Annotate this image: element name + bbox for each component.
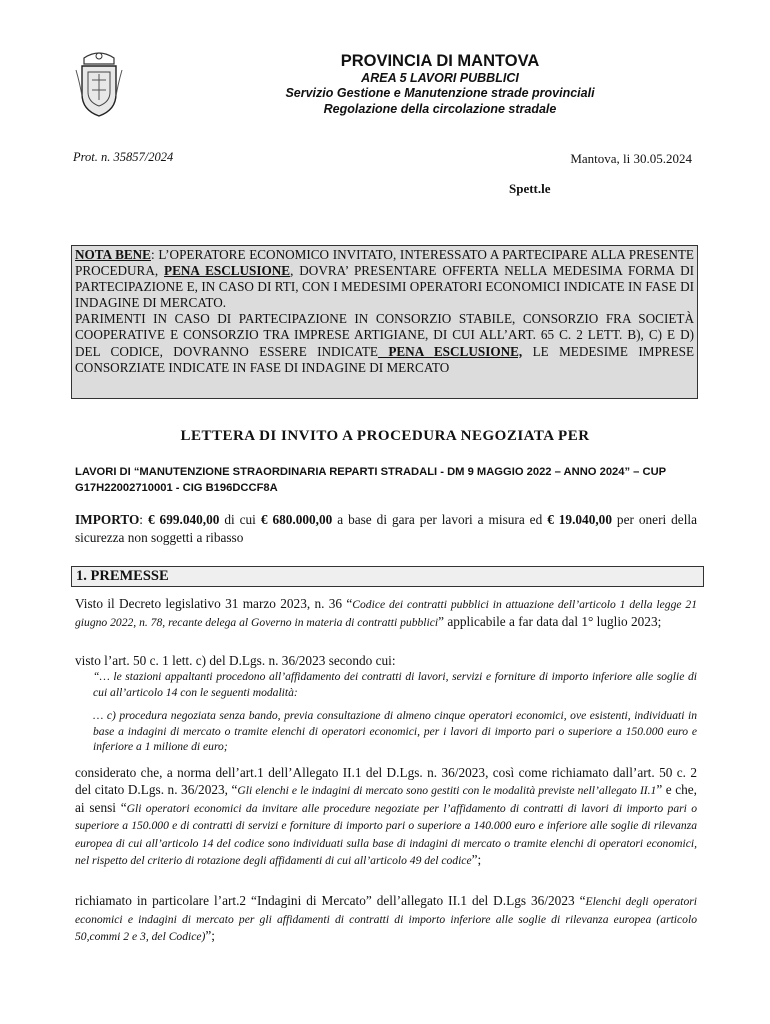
quote-1: “… le stazioni appaltanti procedono all’affidamento dei contratti di lavori, servizi e forniture di importo inferiore alle soglie di cui all’articolo 14 con le seguenti modalità: (93, 670, 697, 699)
pena-esclusione: PENA ESCLUSIONE (164, 263, 291, 279)
paragraph-visto-art50: visto l’art. 50 c. 1 lett. c) del D.Lgs. n. 36/2023 secondo cui: (75, 653, 396, 668)
importo-text: : (139, 512, 148, 527)
header-service: Servizio Gestione e Manutenzione strade provinciali (285, 86, 595, 100)
importo-text: per oneri della sicurezza non soggetti a ribasso (75, 512, 697, 545)
importo-text: di cui (219, 512, 261, 527)
document-date: Mantova, li 30.05.2024 (570, 151, 692, 166)
importo-base: € 680.000,00 (260, 512, 333, 527)
nota-text: PARIMENTI IN CASO DI PARTECIPAZIONE IN CONSORZIO STABILE, CONSORZIO FRA SOCIETÀ COOPERATIVE E CONSORZIO TRA IMPRESE ARTIGIANE, DI CUI ALL’ART. 65 C. 2 LETT. B), C) E D) DEL CODICE, DOVRANNO ESSERE INDICATE (75, 311, 694, 359)
nota-paragraph-2 (75, 311, 694, 375)
importo-label: IMPORTO (75, 512, 140, 527)
paragraph-considerato (75, 764, 697, 869)
nota-text: : L’OPERATORE ECONOMICO INVITATO, INTERESSATO A PARTECIPARE ALLA PRESENTE PROCEDURA, (75, 247, 694, 279)
nota-text: , DOVRA’ PRESENTARE OFFERTA NELLA MEDESIMA FORMA DI PARTECIPAZIONE E, IN CASO DI RTI, CON I MEDESIMI OPERATORI ECONOMICI INDICATE IN FASE DI INDAGINE DI MERCATO. (75, 263, 695, 311)
para-text: ” e che, ai sensi “ (75, 782, 697, 815)
province-crest-logo (74, 50, 124, 118)
para-text: ” applicabile a far data dal 1° luglio 2023; (438, 613, 662, 629)
letter-title: LETTERA DI INVITO A PROCEDURA NEGOZIATA PER (180, 428, 590, 444)
paragraph-richiamato (75, 892, 697, 945)
header-area: AREA 5 LAVORI PUBBLICI (361, 71, 519, 85)
nota-bene-box (71, 245, 698, 399)
para-text: richiamato in particolare l’art.2 “Indagini di Mercato” dell’allegato II.1 del D.Lgs 36/2023 “ (75, 893, 586, 908)
nota-label: NOTA BENE (75, 247, 151, 262)
para-italic: Codice dei contratti pubblici in attuazione dell’articolo 1 della legge 21 giugno 2022, n. 78, recante delega al Governo in materia di contratti pubblici (75, 598, 697, 629)
nota-text: LE MEDESIME IMPRESE CONSORZIATE INDICATE IN FASE DI INDAGINE DI MERCATO (75, 343, 695, 375)
para-italic: Gli elenchi e le indagini di mercato sono gestiti con le modalità previste nell’allegato II.1 (237, 784, 657, 797)
recipient-salutation: Spett.le (509, 181, 551, 196)
importo-total: € 699.040,00 (147, 512, 220, 527)
importo-safety: € 19.040,00 (547, 512, 612, 527)
quote-2: … c) procedura negoziata senza bando, previa consultazione di almeno cinque operatori economici, ove esistenti, individuati in base a indagini di mercato o tramite elenchi di operatori economici, per i lavori di importo pari o superiore a 150.000 euro e inferiore a 1 milione di euro; (93, 709, 697, 754)
pena-esclusione: PENA ESCLUSIONE, (377, 343, 523, 359)
para-text: ”; (205, 928, 216, 944)
importo-paragraph (75, 511, 697, 546)
header-title: PROVINCIA DI MANTOVA (340, 52, 540, 70)
header-regulation: Regolazione della circolazione stradale (323, 102, 557, 116)
para-italic: Gli operatori economici da invitare alle procedure negoziate per l’affidamento di contratti di lavori di importo pari o superiore a 150.000 e di contratti di servizi e forniture di importo pari o superiore a 140.000 euro e inferiore alle soglie di rilevanza europea di cui all’articolo 14 del codice sono individuati sulla base di indagini di mercato o tramite elenchi di operatori economici, nel rispetto del criterio di rotazione degli affidamenti di cui all’articolo 49 del codice (75, 801, 697, 868)
works-title: LAVORI DI “MANUTENZIONE STRAORDINARIA REPARTI STRADALI - DM 9 MAGGIO 2022 – ANNO 2024” – CUP G17H22002710001 - CIG B196DCCF8A (75, 466, 666, 494)
paragraph-visto-decreto (75, 595, 697, 630)
para-text: ”; (471, 852, 482, 868)
importo-text: a base di gara per lavori a misura ed (332, 512, 548, 527)
para-text: Visto il Decreto legislativo 31 marzo 2023, n. 36 “ (75, 596, 353, 611)
protocol-number: Prot. n. 35857/2024 (73, 150, 174, 164)
para-text: considerato che, a norma dell’art.1 dell’Allegato II.1 del D.Lgs. n. 36/2023, così come richiamato dall’art. 50 c. 2 del citato D.Lgs. n. 36/2023, “ (75, 765, 697, 797)
nota-paragraph-1 (75, 247, 694, 311)
section-heading-premesse: 1. PREMESSE (71, 566, 704, 587)
para-italic: Elenchi degli operatori economici e indagini di mercato per gli affidamenti di contratti di importo inferiore alle soglie di rilevanza europea (articolo 50,commi 2 e 3, del Codice) (75, 895, 697, 944)
